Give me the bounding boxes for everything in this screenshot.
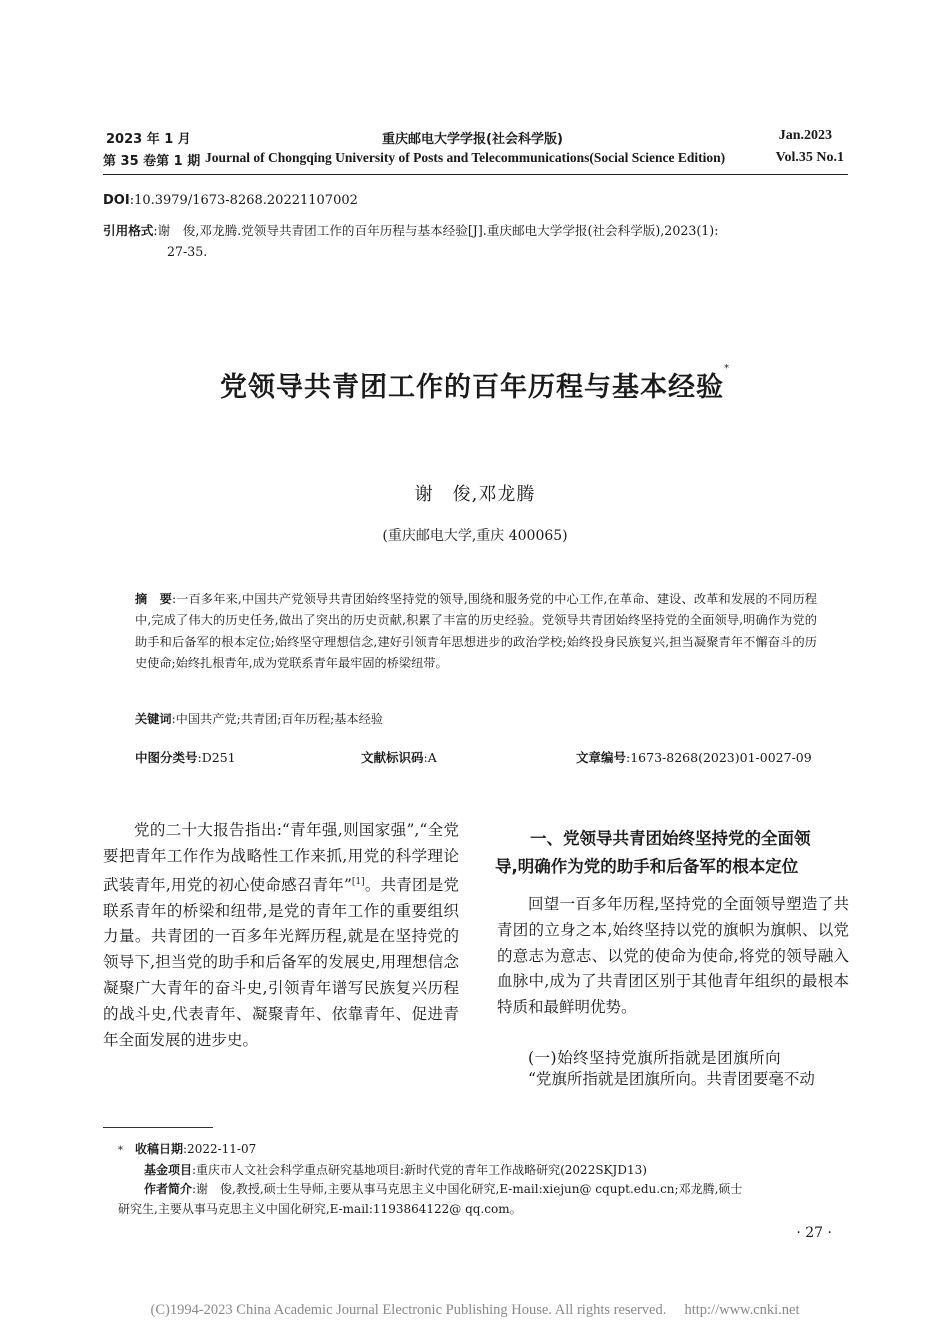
- footnote-mark: *: [118, 1145, 123, 1156]
- watermark: (C)1994-2023 China Academic Journal Electronic Publishing House. All rights reserved. http://www.cnki.net: [150, 1302, 800, 1318]
- body-text: 党的二十大报告指出:“青年强,则国家强”,“全党要把青年工作作为战略性工作来抓,用党的科学理论武装青年,用党的初心使命感召青年”: [103, 821, 459, 894]
- abstract-text: :一百多年来,中国共产党领导共青团始终坚持党的领导,围绕和服务党的中心工作,在革命、建设、改革和发展的不同历程中,完成了伟大的历史任务,做出了突出的历史贡献,积累了丰富的历史经验。党领导共青团始终坚持党的全面领导,明确作为党的助手和后备军的根本定位;始终坚守理想信念,建好引领青年思想进步的政治学校;始终投身民族复兴,担当凝聚青年不懈奋斗的历史使命;始终扎根青年,成为党联系青年最牢固的桥梁纽带。: [135, 592, 818, 670]
- header-volume-en: Vol.35 No.1: [775, 150, 844, 165]
- author-label: 作者简介: [144, 1182, 193, 1196]
- left-column: [103, 818, 459, 1053]
- author-value: :谢 俊,教授,硕士生导师,主要从事马克思主义中国化研究,E-mail:xiejun@ cqupt.edu.cn;邓龙腾,硕士: [192, 1182, 743, 1196]
- abstract: [135, 589, 817, 674]
- fund-value: :重庆市人文社会科学重点研究基地项目:新时代党的青年工作战略研究(2022SKJD13): [192, 1162, 647, 1177]
- article-number: [576, 748, 812, 766]
- subsection-heading-1: (一)始终坚持党旗所指就是团旗所向: [528, 1049, 782, 1067]
- body-text: 。共青团是党联系青年的桥梁和纽带,是党的青年工作的重要组织力量。共青团的一百多年光辉历程,就是在坚持党的领导下,担当党的助手和后备军的发展史,用理想信念凝聚广大青年的奋斗史,引领青年谱写民族复兴历程的战斗史,代表青年、凝聚青年、依靠青年、促进青年全面发展的进步史。: [103, 875, 459, 1049]
- doi-label: DOI: [103, 193, 130, 208]
- header-date-en: Jan.2023: [778, 128, 832, 143]
- section-heading-1-line2: 导,明确作为党的助手和后备军的根本定位: [495, 857, 799, 876]
- doi-value: :10.3979/1673-8268.20221107002: [129, 193, 358, 208]
- title-footnote-mark: *: [724, 363, 730, 374]
- footnote-received: [103, 1140, 848, 1161]
- art-label: 文章编号: [576, 750, 627, 765]
- article-title: [0, 365, 950, 404]
- received-label: 收稿日期: [135, 1142, 184, 1156]
- citation-text: :谢 俊,邓龙腾.党领导共青团工作的百年历程与基本经验[J].重庆邮电大学学报(社会科学版),2023(1):: [153, 223, 719, 238]
- header-journal-en: Journal of Chongqing University of Posts and Telecommunications(Social Science Edition): [205, 150, 726, 165]
- footnote-author: [103, 1180, 848, 1200]
- footnote-fund: [103, 1161, 848, 1181]
- right-column-cont: [497, 1067, 849, 1093]
- doc-value: :A: [423, 750, 437, 765]
- header-volume-cn: 第 35 卷第 1 期: [103, 154, 201, 169]
- right-column: [497, 892, 849, 1021]
- keywords: [135, 710, 383, 727]
- article-affiliation: (重庆邮电大学,重庆 400065): [382, 528, 568, 544]
- header-rule: [103, 174, 848, 175]
- article-authors: 谢 俊,邓龙腾: [414, 484, 536, 505]
- page-number: · 27 ·: [796, 1225, 832, 1241]
- citation-line: [103, 220, 718, 239]
- document-code: [361, 748, 437, 766]
- article-title-text: 党领导共青团工作的百年历程与基本经验: [220, 372, 724, 403]
- fund-label: 基金项目: [144, 1162, 193, 1177]
- footnote-author-cont: 研究生,主要从事马克思主义中国化研究,E-mail:1193864122@ qq.com。: [118, 1201, 522, 1216]
- keywords-text: :中国共产党;共青团;百年历程;基本经验: [171, 712, 383, 726]
- clc-label: 中图分类号: [135, 750, 198, 765]
- clc-number: [135, 748, 236, 766]
- body-paragraph: “党旗所指就是团旗所向。共青团要毫不动: [528, 1070, 815, 1088]
- footnote-rule: [103, 1127, 213, 1128]
- section-heading-1-line1: 一、党领导共青团始终坚持党的全面领: [530, 829, 811, 848]
- header-date-cn: 2023 年 1 月: [106, 132, 191, 147]
- art-value: :1673-8268(2023)01-0027-09: [626, 750, 812, 765]
- body-paragraph: 回望一百多年历程,坚持党的全面领导塑造了共青团的立身之本,始终坚持以党的旗帜为旗帜、以党的意志为意志、以党的使命为使命,将党的领导融入血脉中,成为了共青团区别于其他青年组织的最根本特质和最鲜明优势。: [497, 895, 849, 1017]
- body-paragraph: [103, 818, 459, 1053]
- footnotes: [103, 1140, 848, 1219]
- received-value: :2022-11-07: [183, 1142, 257, 1156]
- doi-line: [103, 193, 358, 208]
- citation-label: 引用格式: [103, 223, 154, 238]
- doc-label: 文献标识码: [361, 750, 424, 765]
- header-journal-cn: 重庆邮电大学学报(社会科学版): [382, 132, 563, 147]
- citation-ref: [1]: [351, 876, 365, 887]
- keywords-label: 关键词: [135, 712, 172, 726]
- citation-pages: 27-35.: [167, 244, 208, 259]
- abstract-label: 摘 要: [135, 592, 172, 606]
- clc-value: :D251: [197, 750, 236, 765]
